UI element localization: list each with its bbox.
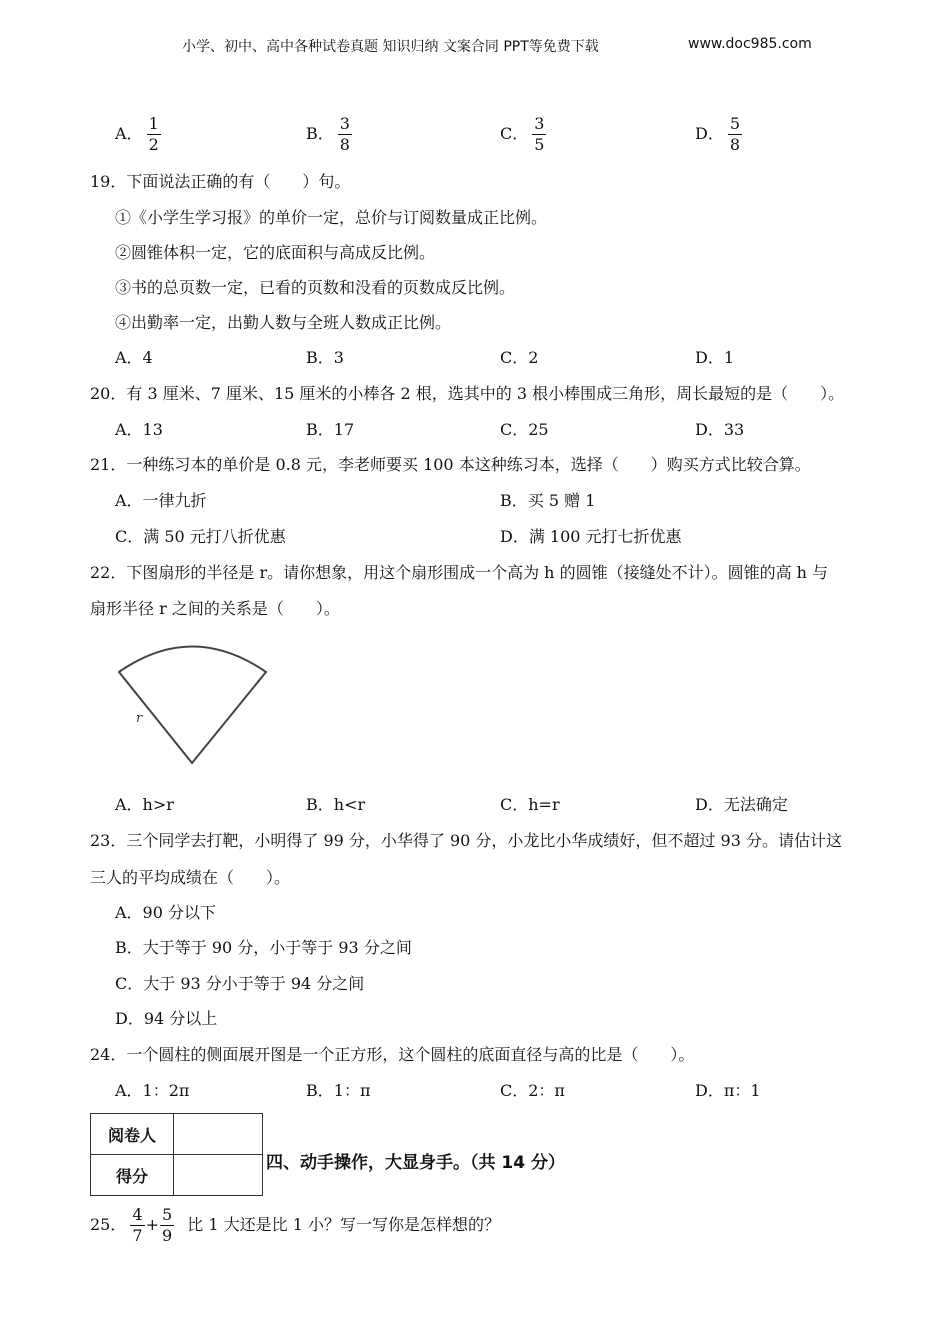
q24-option-c: C．2：π (500, 1081, 565, 1100)
sector-shape (119, 647, 266, 764)
q24-option-d: D．π：1 (695, 1081, 761, 1100)
q18-option-b: B． $\frac{3}{8}$ (306, 114, 350, 154)
q24-option-b: B．1：π (306, 1081, 371, 1100)
q19-option-b: B．3 (306, 348, 344, 367)
reviewer-cell (174, 1114, 263, 1155)
q20-stem: 20．有 3 厘米、7 厘米、15 厘米的小棒各 2 根，选其中的 3 根小棒围成三角形，周长最短的是（ ）。 (90, 384, 845, 403)
q24-stem: 24．一个圆柱的侧面展开图是一个正方形，这个圆柱的底面直径与高的比是（ ）。 (90, 1045, 695, 1064)
q22-option-d: D．无法确定 (695, 795, 788, 814)
sector-figure (105, 635, 285, 775)
q21-option-d: D．满 100 元打七折优惠 (500, 527, 682, 546)
section-4-title: 四、动手操作，大显身手。（共 14 分） (266, 1153, 565, 1173)
q21-stem: 21．一种练习本的单价是 0.8 元，李老师要买 100 本这种练习本，选择（ ）购买方式比较合算。 (90, 455, 811, 474)
q18-option-c: C． $\frac{3}{5}$ (500, 114, 545, 154)
q21-option-a: A．一律九折 (115, 491, 207, 510)
reviewer-label: 阅卷人 (91, 1114, 174, 1155)
sector-radius-label: r (136, 711, 143, 726)
q18-option-a: A． $\frac{1}{2}$ (115, 114, 159, 154)
q20-option-d: D．33 (695, 420, 745, 439)
score-label: 得分 (91, 1155, 174, 1196)
q19-option-a: A．4 (115, 348, 153, 367)
q20-option-a: A．13 (115, 420, 163, 439)
q19-stem: 19．下面说法正确的有（ ）句。 (90, 172, 351, 191)
q19-statement-2: ②圆锥体积一定，它的底面积与高成反比例。 (115, 243, 436, 262)
header-site: www.doc985.com (688, 36, 812, 52)
q23-option-d: D．94 分以上 (115, 1009, 218, 1028)
q23-option-c: C．大于 93 分小于等于 94 分之间 (115, 974, 365, 993)
q20-option-b: B．17 (306, 420, 355, 439)
q23-option-a: A．90 分以下 (115, 903, 217, 922)
score-cell (174, 1155, 263, 1196)
q19-option-d: D．1 (695, 348, 735, 367)
q18-option-d: D． $\frac{5}{8}$ (695, 114, 741, 154)
q25-operator: + (145, 1215, 159, 1234)
q25-fraction-1: $\frac{4}{7}$ (132, 1205, 143, 1245)
q19-option-c: C．2 (500, 348, 539, 367)
q25-line (90, 1206, 500, 1245)
q19-statement-4: ④出勤率一定，出勤人数与全班人数成正比例。 (115, 313, 452, 332)
q25-text: 比 1 大还是比 1 小？写一写你是怎样想的？ (187, 1215, 500, 1234)
q19-statement-1: ①《小学生学习报》的单价一定，总价与订阅数量成正比例。 (115, 208, 548, 227)
q23-stem-line1: 23．三个同学去打靶，小明得了 99 分，小华得了 90 分，小龙比小华成绩好，但不超过 93 分。请估计这 (90, 831, 842, 850)
q19-statement-3: ③书的总页数一定，已看的页数和没看的页数成反比例。 (115, 278, 516, 297)
q22-stem-line1: 22．下图扇形的半径是 r。请你想象，用这个扇形围成一个高为 h 的圆锥（接缝处不计）。圆锥的高 h 与 (90, 563, 829, 582)
q22-option-b: B．h<r (306, 795, 366, 814)
q20-option-c: C．25 (500, 420, 549, 439)
q22-option-c: C．h=r (500, 795, 560, 814)
q23-stem-line2: 三人的平均成绩在（ ）。 (90, 868, 291, 887)
score-table (90, 1113, 263, 1196)
q24-option-a: A．1：2π (115, 1081, 190, 1100)
q25-number: 25． (90, 1215, 127, 1234)
q21-option-c: C．满 50 元打八折优惠 (115, 527, 286, 546)
q22-stem-line2: 扇形半径 r 之间的关系是（ ）。 (90, 599, 340, 618)
q22-option-a: A．h>r (115, 795, 174, 814)
header-text: 小学、初中、高中各种试卷真题 知识归纳 文案合同 PPT等免费下载 (182, 39, 599, 55)
q23-option-b: B．大于等于 90 分，小于等于 93 分之间 (115, 938, 412, 957)
q21-option-b: B．买 5 赠 1 (500, 491, 596, 510)
q25-fraction-2: $\frac{5}{9}$ (161, 1205, 173, 1245)
